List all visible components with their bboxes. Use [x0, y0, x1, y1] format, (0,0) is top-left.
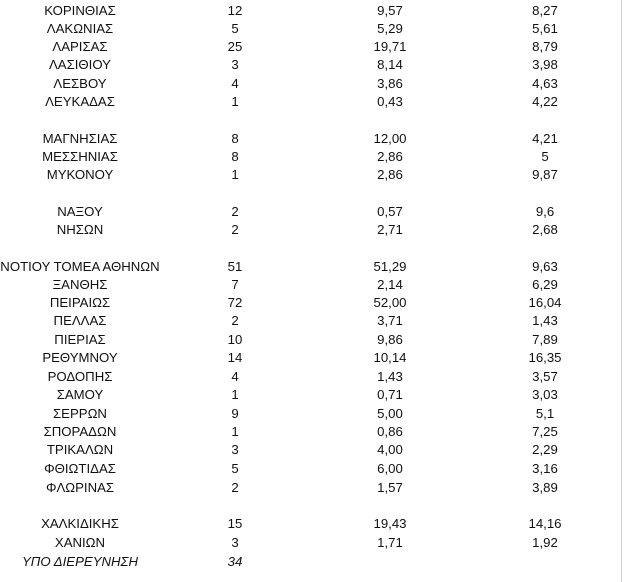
table-row	[0, 441, 620, 459]
case-count: 1	[231, 424, 239, 439]
table-row	[0, 148, 620, 166]
region-name: ΦΛΩΡΙΝΑΣ	[45, 480, 115, 495]
value-b: 9,63	[532, 259, 558, 274]
value-b: 5	[541, 149, 549, 164]
case-count: 2	[231, 222, 239, 237]
value-b: 4,63	[532, 76, 558, 91]
region-name: ΝΑΞΟΥ	[57, 204, 103, 219]
case-count: 2	[231, 313, 239, 328]
table-row	[0, 349, 620, 367]
case-count: 3	[231, 442, 239, 457]
value-b: 7,89	[532, 332, 558, 347]
value-a: 5,00	[377, 406, 403, 421]
case-count: 12	[227, 3, 243, 18]
value-a: 52,00	[373, 295, 407, 310]
value-a: 9,86	[377, 332, 403, 347]
case-count: 25	[227, 39, 243, 54]
value-a: 10,14	[373, 350, 407, 365]
case-count: 51	[227, 259, 243, 274]
case-count: 8	[231, 149, 239, 164]
region-name: ΞΑΝΘΗΣ	[52, 277, 108, 292]
value-a: 3,71	[377, 313, 403, 328]
case-count: 7	[231, 277, 239, 292]
region-name: ΣΠΟΡΑΔΩΝ	[43, 424, 117, 439]
value-a: 0,86	[377, 424, 403, 439]
table-row	[0, 405, 620, 423]
table-row	[0, 56, 620, 74]
region-name: ΠΙΕΡΙΑΣ	[54, 332, 106, 347]
case-count: 5	[231, 461, 239, 476]
table-row	[0, 276, 620, 294]
region-name: ΛΕΥΚΑΔΑΣ	[45, 94, 115, 109]
region-name: ΧΑΛΚΙΔΙΚΗΣ	[41, 516, 119, 531]
value-a: 4,00	[377, 442, 403, 457]
value-a: 12,00	[373, 131, 407, 146]
region-name: ΣΕΡΡΩΝ	[53, 406, 107, 421]
value-a: 1,57	[377, 480, 403, 495]
value-b: 3,89	[532, 480, 558, 495]
value-a: 2,86	[377, 167, 403, 182]
value-a: 0,71	[377, 387, 403, 402]
case-count: 1	[231, 387, 239, 402]
column-border	[621, 0, 622, 582]
value-b: 2,29	[532, 442, 558, 457]
table-row	[0, 258, 620, 276]
case-count: 2	[231, 480, 239, 495]
region-name: ΛΕΣΒΟΥ	[53, 76, 107, 91]
value-b: 3,98	[532, 57, 558, 72]
case-count: 14	[227, 350, 243, 365]
region-name: ΧΑΝΙΩΝ	[54, 535, 106, 550]
value-a: 51,29	[373, 259, 407, 274]
region-name: ΦΘΙΩΤΙΔΑΣ	[44, 461, 116, 476]
table-row	[0, 479, 620, 497]
value-a: 2,71	[377, 222, 403, 237]
value-a: 2,86	[377, 149, 403, 164]
value-b: 14,16	[528, 516, 562, 531]
value-b: 16,04	[528, 295, 562, 310]
region-name: ΠΕΛΛΑΣ	[53, 313, 107, 328]
table-row	[0, 331, 620, 349]
value-a: 9,57	[377, 3, 403, 18]
case-count: 4	[231, 76, 239, 91]
value-a: 19,43	[373, 516, 407, 531]
table-footer-row	[0, 553, 620, 571]
table-row	[0, 515, 620, 533]
value-b: 6,29	[532, 277, 558, 292]
table-row	[0, 93, 620, 111]
under-investigation-count: 34	[227, 554, 243, 569]
value-a: 5,29	[377, 21, 403, 36]
region-name: ΛΑΚΩΝΙΑΣ	[46, 21, 114, 36]
value-b: 4,21	[532, 131, 558, 146]
region-name: ΡΟΔΟΠΗΣ	[47, 369, 113, 384]
region-name: ΣΑΜΟΥ	[56, 387, 104, 402]
value-b: 8,79	[532, 39, 558, 54]
value-b: 3,57	[532, 369, 558, 384]
table-row	[0, 38, 620, 56]
value-b: 5,61	[532, 21, 558, 36]
case-count: 8	[231, 131, 239, 146]
value-b: 1,43	[532, 313, 558, 328]
region-name: ΚΟΡΙΝΘΙΑΣ	[44, 3, 116, 18]
value-a: 1,43	[377, 369, 403, 384]
region-name: ΝΟΤΙΟΥ ΤΟΜΕΑ ΑΘΗΝΩΝ	[0, 259, 160, 274]
table-row	[0, 386, 620, 404]
table-row	[0, 312, 620, 330]
case-count: 1	[231, 94, 239, 109]
value-b: 9,6	[535, 204, 555, 219]
table-row	[0, 75, 620, 93]
region-name: ΝΗΣΩΝ	[56, 222, 104, 237]
value-a: 2,14	[377, 277, 403, 292]
table-row	[0, 460, 620, 478]
table-row	[0, 166, 620, 184]
table-row	[0, 294, 620, 312]
region-name: ΠΕΙΡΑΙΩΣ	[49, 295, 111, 310]
case-count: 9	[231, 406, 239, 421]
value-b: 5,1	[535, 406, 555, 421]
table-row	[0, 20, 620, 38]
value-b: 4,22	[532, 94, 558, 109]
value-b: 3,03	[532, 387, 558, 402]
value-b: 1,92	[532, 535, 558, 550]
value-b: 2,68	[532, 222, 558, 237]
case-count: 72	[227, 295, 243, 310]
value-a: 0,57	[377, 204, 403, 219]
region-name: ΛΑΣΙΘΙΟΥ	[49, 57, 111, 72]
table-row	[0, 423, 620, 441]
region-name: ΜΥΚΟΝΟΥ	[46, 167, 114, 182]
value-a: 0,43	[377, 94, 403, 109]
case-count: 4	[231, 369, 239, 384]
region-name: ΤΡΙΚΑΛΩΝ	[46, 442, 114, 457]
value-a: 8,14	[377, 57, 403, 72]
under-investigation-label: ΥΠΟ ΔΙΕΡΕΥΝΗΣΗ	[22, 554, 138, 569]
case-count: 3	[231, 535, 239, 550]
value-a: 6,00	[377, 461, 403, 476]
case-count: 1	[231, 167, 239, 182]
value-a: 1,71	[377, 535, 403, 550]
case-count: 10	[227, 332, 243, 347]
region-name: ΜΕΣΣΗΝΙΑΣ	[42, 149, 118, 164]
value-b: 9,87	[532, 167, 558, 182]
case-count: 2	[231, 204, 239, 219]
region-name: ΡΕΘΥΜΝΟΥ	[42, 350, 118, 365]
value-b: 7,25	[532, 424, 558, 439]
table-row	[0, 130, 620, 148]
value-a: 19,71	[373, 39, 407, 54]
table-row	[0, 2, 620, 20]
table-row	[0, 368, 620, 386]
value-b: 8,27	[532, 3, 558, 18]
case-count: 3	[231, 57, 239, 72]
case-count: 15	[227, 516, 243, 531]
case-count: 5	[231, 21, 239, 36]
region-name: ΛΑΡΙΣΑΣ	[52, 39, 108, 54]
table-row	[0, 221, 620, 239]
table-row	[0, 203, 620, 221]
value-b: 16,35	[528, 350, 562, 365]
region-name: ΜΑΓΝΗΣΙΑΣ	[42, 131, 118, 146]
value-b: 3,16	[532, 461, 558, 476]
value-a: 3,86	[377, 76, 403, 91]
table-row	[0, 534, 620, 552]
